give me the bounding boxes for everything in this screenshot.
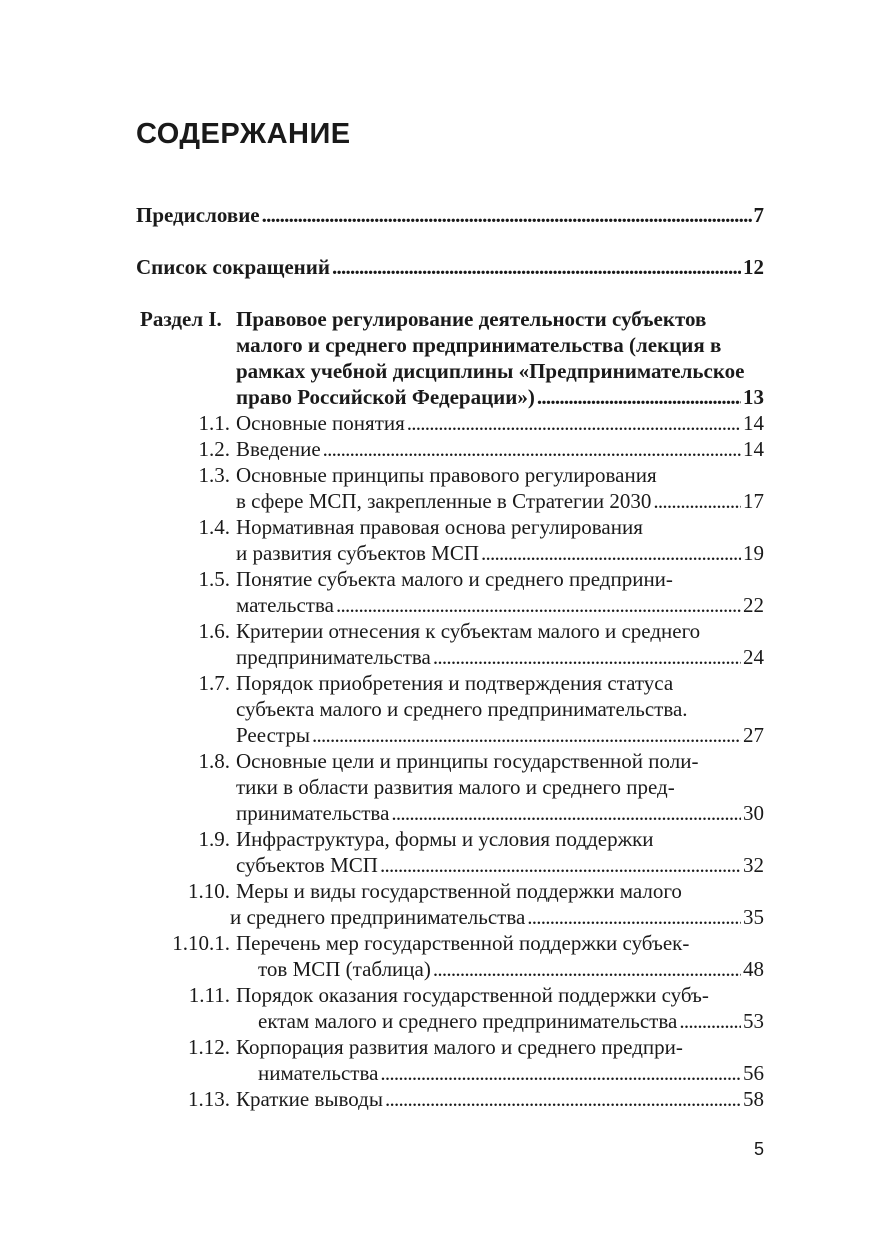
toc-entry-continuation bbox=[258, 1008, 764, 1034]
toc-entry bbox=[236, 748, 698, 774]
toc-entry bbox=[236, 930, 689, 956]
section-title-text: Правовое регулирование деятельности субъектов bbox=[236, 307, 707, 331]
toc-entry-title: тики в области развития малого и среднего пред- bbox=[236, 775, 675, 799]
toc-entry bbox=[236, 462, 657, 488]
toc-entry-title: Инфраструктура, формы и условия поддержки bbox=[236, 827, 654, 851]
toc-page-number: 12 bbox=[743, 255, 764, 279]
section-title-line bbox=[236, 384, 764, 410]
toc-entry bbox=[236, 566, 673, 592]
leader-dots bbox=[312, 722, 741, 748]
leader-dots bbox=[537, 384, 741, 410]
toc-page-number: 30 bbox=[743, 801, 764, 825]
toc-entry-continuation bbox=[236, 696, 688, 722]
toc-entry-preface bbox=[136, 202, 764, 228]
leader-dots bbox=[481, 540, 741, 566]
section-title-text: малого и среднего предпринимательства (лекция в bbox=[236, 333, 722, 357]
toc-entry-continuation bbox=[258, 1060, 764, 1086]
toc-entry-title: Основные цели и принципы государственной поли- bbox=[236, 749, 699, 773]
toc-page-number: 13 bbox=[743, 385, 764, 409]
toc-entry bbox=[236, 514, 643, 540]
toc-entry-title: Перечень мер государственной поддержки субъек- bbox=[236, 931, 690, 955]
leader-dots bbox=[380, 852, 741, 878]
leader-dots bbox=[653, 488, 741, 514]
toc-entry-continuation bbox=[236, 800, 764, 826]
section-title-line bbox=[236, 332, 721, 358]
toc-page-number: 14 bbox=[743, 437, 764, 461]
toc-entry-title: Критерии отнесения к субъектам малого и среднего bbox=[236, 619, 701, 643]
toc-entry-continuation bbox=[236, 852, 764, 878]
toc-page-number: 27 bbox=[743, 723, 764, 747]
toc-entry-continuation bbox=[236, 722, 764, 748]
leader-dots bbox=[323, 436, 741, 462]
toc-entry-number: 1.6. bbox=[198, 619, 230, 643]
toc-page-number: 32 bbox=[743, 853, 764, 877]
toc-entry-title: Краткие выводы bbox=[236, 1087, 383, 1111]
leader-dots bbox=[527, 904, 741, 930]
leader-dots bbox=[679, 1008, 741, 1034]
toc-entry-title: Нормативная правовая основа регулирования bbox=[236, 515, 643, 539]
toc-entry-title: Порядок приобретения и подтверждения статуса bbox=[236, 671, 674, 695]
toc-page-number: 58 bbox=[743, 1087, 764, 1111]
toc-entry-number: 1.3. bbox=[198, 463, 230, 487]
toc-page-number: 53 bbox=[743, 1009, 764, 1033]
toc-entry-continuation bbox=[236, 644, 764, 670]
toc-page-number: 48 bbox=[743, 957, 764, 981]
toc-page-number: 56 bbox=[743, 1061, 764, 1085]
toc-entry-title: Предисловие bbox=[136, 203, 260, 227]
toc-entry-title: Меры и виды государственной поддержки малого bbox=[236, 879, 682, 903]
toc-entry-title: Реестры bbox=[236, 723, 310, 747]
toc-entry-number: 1.10. bbox=[188, 879, 230, 903]
toc-entry-title: принимательства bbox=[236, 801, 390, 825]
toc-entry-title: Порядок оказания государственной поддержки субъ- bbox=[236, 983, 709, 1007]
toc-page-number: 35 bbox=[743, 905, 764, 929]
toc-entry-title: Список сокращений bbox=[136, 255, 330, 279]
toc-entry-title: Основные понятия bbox=[236, 411, 405, 435]
toc-entry-title: нимательства bbox=[258, 1061, 379, 1085]
toc-entry-title: Корпорация развития малого и среднего предпри- bbox=[236, 1035, 683, 1059]
page-number: 5 bbox=[753, 1139, 764, 1159]
toc-entry-number: 1.12. bbox=[188, 1035, 230, 1059]
toc-page-number: 17 bbox=[743, 489, 764, 513]
toc-entry-number: 1.5. bbox=[198, 567, 230, 591]
toc-page-number: 24 bbox=[743, 645, 764, 669]
section-title-text: право Российской Федерации») bbox=[236, 385, 535, 409]
leader-dots bbox=[380, 1060, 741, 1086]
toc-page-number: 14 bbox=[743, 411, 764, 435]
toc-entry bbox=[236, 1086, 764, 1112]
toc-entry-title: мательства bbox=[236, 593, 334, 617]
toc-entry-number: 1.1. bbox=[198, 411, 230, 435]
leader-dots bbox=[407, 410, 741, 436]
toc-entry-number: 1.2. bbox=[198, 437, 230, 461]
leader-dots bbox=[433, 956, 741, 982]
section-title-line bbox=[236, 358, 744, 384]
toc-entry bbox=[236, 618, 700, 644]
toc-entry-abbreviations bbox=[136, 254, 764, 280]
toc-entry bbox=[236, 982, 709, 1008]
toc-entry-title: Основные принципы правового регулирования bbox=[236, 463, 657, 487]
toc-entry bbox=[236, 1034, 683, 1060]
toc-entry-number: 1.11. bbox=[188, 983, 230, 1007]
toc-entry-title: субъектов МСП bbox=[236, 853, 378, 877]
toc-entry-number: 1.7. bbox=[198, 671, 230, 695]
leader-dots bbox=[336, 592, 741, 618]
toc-entry-title: Введение bbox=[236, 437, 321, 461]
toc-entry-title: ектам малого и среднего предпринимательства bbox=[258, 1009, 678, 1033]
toc-entry-title: тов МСП (таблица) bbox=[258, 957, 431, 981]
leader-dots bbox=[433, 644, 741, 670]
toc-page-number: 19 bbox=[743, 541, 764, 565]
toc-entry-title: Понятие субъекта малого и среднего предприни- bbox=[236, 567, 673, 591]
toc-entry bbox=[236, 878, 682, 904]
toc-entry bbox=[236, 826, 654, 852]
toc-entry-continuation bbox=[236, 540, 764, 566]
toc-entry-number: 1.13. bbox=[188, 1087, 230, 1111]
leader-dots bbox=[262, 202, 752, 228]
toc-entry-number: 1.8. bbox=[198, 749, 230, 773]
toc-entry-number: 1.4. bbox=[198, 515, 230, 539]
toc-entry-continuation bbox=[230, 904, 764, 930]
section-label: Раздел I. bbox=[140, 307, 222, 331]
toc-page-number: 22 bbox=[743, 593, 764, 617]
toc-page-number: 7 bbox=[753, 203, 764, 227]
toc-entry bbox=[236, 410, 764, 436]
leader-dots bbox=[332, 254, 741, 280]
toc-entry bbox=[236, 670, 673, 696]
toc-entry-title: предпринимательства bbox=[236, 645, 431, 669]
toc-entry-title: субъекта малого и среднего предпринимательства. bbox=[236, 697, 688, 721]
toc-entry-continuation bbox=[236, 774, 675, 800]
leader-dots bbox=[385, 1086, 741, 1112]
leader-dots bbox=[391, 800, 741, 826]
toc-entry bbox=[236, 436, 764, 462]
toc-entry-continuation bbox=[236, 592, 764, 618]
page-title: СОДЕРЖАНИЕ bbox=[136, 118, 351, 150]
toc-entry-title: и развития субъектов МСП bbox=[236, 541, 480, 565]
toc-entry-number: 1.9. bbox=[198, 827, 230, 851]
toc-entry-continuation bbox=[258, 956, 764, 982]
toc-entry-title: в сфере МСП, закрепленные в Стратегии 2030 bbox=[236, 489, 652, 513]
section-title-line bbox=[236, 306, 706, 332]
section-title-text: рамках учебной дисциплины «Предпринимательское bbox=[236, 359, 745, 383]
toc-entry-title: и среднего предпринимательства bbox=[230, 905, 526, 929]
toc-entry-number: 1.10.1. bbox=[172, 931, 230, 955]
toc-entry-continuation bbox=[236, 488, 764, 514]
